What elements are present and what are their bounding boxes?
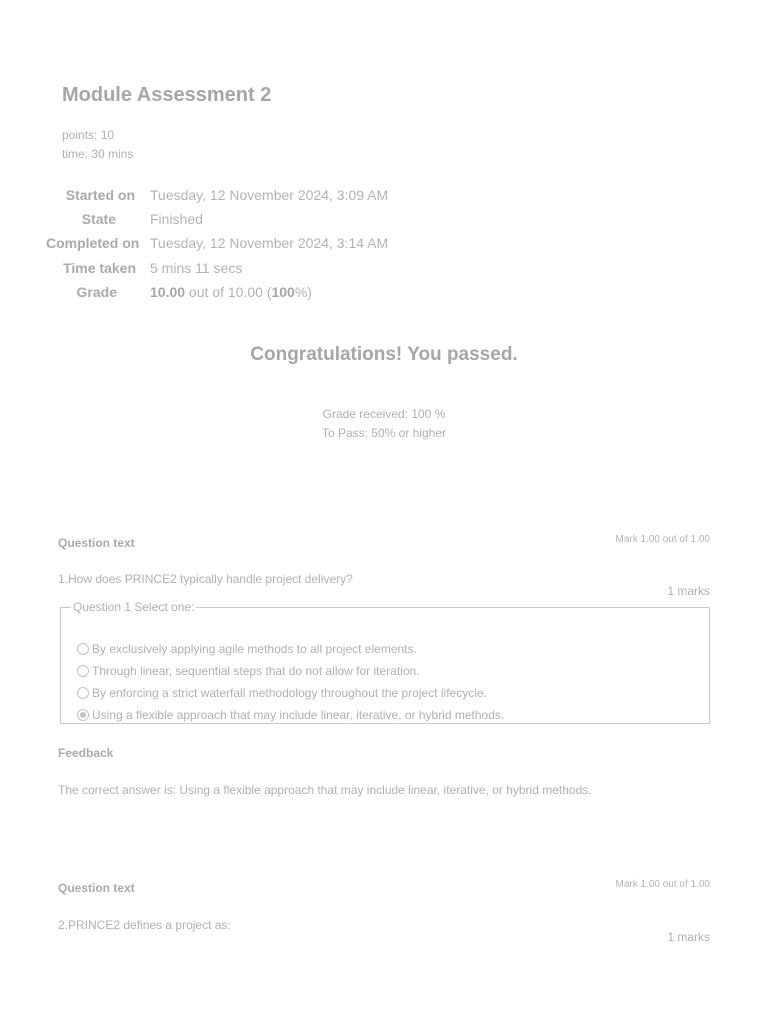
question-2-heading: Question text (58, 881, 135, 895)
grade-end: %) (294, 284, 312, 300)
grade-value (150, 284, 312, 300)
time-taken-label: Time taken (63, 260, 136, 276)
option-3[interactable] (77, 684, 487, 702)
question-2-marks: 1 marks (667, 930, 710, 944)
summary-row-completed (46, 235, 646, 257)
summary-row-state (40, 211, 640, 233)
radio-icon[interactable] (77, 643, 89, 655)
grade-label: Grade (76, 284, 117, 300)
grade-score: 10.00 (150, 284, 186, 300)
option-2-label: Through linear, sequential steps that do not allow for iteration. (92, 664, 420, 678)
question-1-heading: Question text (58, 536, 135, 550)
grade-percent: 100 (271, 284, 295, 300)
summary-row-started (40, 187, 640, 209)
feedback-text: The correct answer is: Using a flexible approach that may include linear, iterative, or hybrid methods. (58, 783, 592, 797)
time-taken-value: 5 mins 11 secs (150, 260, 243, 276)
option-4[interactable] (77, 706, 504, 724)
question-2-text: 2.PRINCE2 defines a project as: (58, 918, 231, 932)
question-2-mark: Mark 1.00 out of 1.00 (615, 879, 710, 890)
radio-checked-icon[interactable] (77, 709, 89, 721)
option-2[interactable] (77, 662, 420, 680)
pass-message: Congratulations! You passed. (250, 344, 518, 365)
started-value: Tuesday, 12 November 2024, 3:09 AM (150, 187, 389, 203)
option-4-label: Using a flexible approach that may include linear, iterative, or hybrid methods. (92, 708, 505, 722)
grade-mid: out of 10.00 ( (185, 284, 272, 300)
grade-received-text: Grade received: 100 % (322, 407, 446, 421)
completed-label: Completed on (46, 235, 140, 251)
state-label: State (81, 211, 116, 227)
question-1-marks: 1 marks (667, 584, 710, 598)
summary-row-grade (40, 284, 640, 306)
radio-icon[interactable] (77, 687, 89, 699)
time-text: time: 30 mins (62, 147, 134, 161)
page-title: Module Assessment 2 (62, 84, 272, 106)
question-1-text: 1.How does PRINCE2 typically handle project delivery? (58, 572, 353, 586)
question-1-options (60, 600, 710, 724)
option-1-label: By exclusively applying agile methods to all project elements. (92, 642, 417, 656)
summary-row-time-taken (40, 260, 640, 282)
question-1-legend: Question 1 Select one: (73, 600, 195, 614)
option-1[interactable] (77, 640, 417, 658)
option-3-label: By enforcing a strict waterfall methodology throughout the project lifecycle. (92, 686, 487, 700)
radio-icon[interactable] (77, 665, 89, 677)
completed-value: Tuesday, 12 November 2024, 3:14 AM (150, 235, 389, 251)
to-pass-text: To Pass: 50% or higher (321, 426, 447, 440)
question-1-mark: Mark 1.00 out of 1.00 (615, 534, 710, 545)
points-text: points: 10 (62, 128, 115, 142)
state-value: Finished (150, 211, 203, 227)
started-label: Started on (65, 187, 135, 203)
feedback-heading: Feedback (58, 746, 114, 760)
